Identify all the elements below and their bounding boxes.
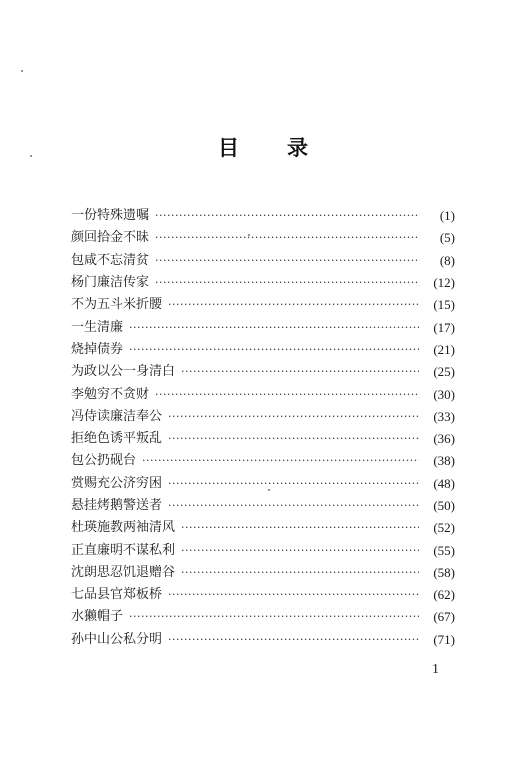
- toc-entry-title: 水獭帽子: [71, 609, 124, 625]
- toc-leader-dots: [155, 272, 419, 294]
- toc-entry-title: 拒绝色诱平叛乱: [71, 431, 163, 447]
- toc-entry-title: 正直廉明不谋私利: [71, 542, 176, 558]
- toc-entry-title: 杜瑛施教两袖清风: [71, 520, 176, 536]
- toc-entry-page: (8): [439, 252, 455, 268]
- title-char-2: 录: [287, 135, 308, 160]
- toc-entry[interactable]: [71, 629, 455, 651]
- toc-leader-dots: [142, 450, 419, 472]
- page-number: 1: [432, 662, 439, 677]
- toc-entry[interactable]: [71, 562, 455, 584]
- toc-entry-page: (1): [439, 208, 455, 224]
- toc-entry[interactable]: [71, 250, 455, 272]
- toc-leader-dots: [129, 339, 419, 361]
- toc-entry-title: 颜回拾金不昧: [71, 230, 150, 246]
- table-of-contents: [71, 205, 455, 651]
- toc-entry[interactable]: [71, 294, 455, 316]
- toc-entry[interactable]: [71, 339, 455, 361]
- page-title: [218, 132, 308, 162]
- toc-entry-page: (21): [433, 341, 455, 357]
- toc-entry-title: 赏赐充公济穷困: [71, 475, 163, 491]
- toc-entry-page: (55): [433, 542, 455, 558]
- toc-entry-title: 为政以公一身清白: [71, 364, 176, 380]
- toc-entry-page: (17): [433, 319, 455, 335]
- toc-entry-page: (36): [433, 431, 455, 447]
- toc-entry[interactable]: [71, 428, 455, 450]
- toc-entry[interactable]: [71, 517, 455, 539]
- toc-entry-page: (5): [439, 230, 455, 246]
- toc-entry-page: (62): [433, 587, 455, 603]
- toc-leader-dots: [168, 495, 419, 517]
- toc-entry-page: (33): [433, 408, 455, 424]
- toc-entry-title: 烧掉债券: [71, 341, 124, 357]
- toc-leader-dots: [168, 428, 419, 450]
- toc-entry-title: 悬挂烤鹅警送者: [71, 498, 163, 513]
- toc-entry-title: 一生清廉: [71, 319, 124, 335]
- toc-entry-page: (48): [433, 475, 455, 491]
- toc-entry[interactable]: [71, 227, 455, 249]
- toc-entry[interactable]: [71, 539, 455, 561]
- toc-entry-title: 不为五斗米折腰: [71, 297, 163, 313]
- toc-entry[interactable]: [71, 495, 455, 517]
- toc-entry[interactable]: [71, 406, 455, 428]
- toc-entry[interactable]: [71, 606, 455, 628]
- toc-leader-dots: [129, 606, 419, 628]
- toc-entry-page: (38): [433, 453, 455, 469]
- scan-speck: [30, 155, 32, 157]
- toc-leader-dots: [129, 317, 419, 339]
- toc-leader-dots: [181, 540, 419, 562]
- toc-leader-dots: [181, 361, 419, 383]
- toc-entry[interactable]: [71, 316, 455, 338]
- toc-entry[interactable]: [71, 473, 455, 495]
- toc-leader-dots: [168, 629, 419, 651]
- toc-entry-page: (30): [433, 386, 455, 402]
- scan-speck: [21, 70, 23, 72]
- toc-leader-dots: [181, 517, 419, 539]
- toc-entry-page: (15): [433, 297, 455, 313]
- title-char-1: 目: [218, 135, 239, 160]
- toc-entry[interactable]: [71, 361, 455, 383]
- toc-entry-title: 李勉穷不贪财: [71, 386, 150, 402]
- toc-leader-dots: [168, 473, 419, 495]
- toc-entry-page: (58): [433, 564, 455, 580]
- toc-leader-dots: [168, 406, 419, 428]
- toc-entry-title: 一份特殊遗嘱: [71, 208, 150, 224]
- toc-leader-dots: [181, 562, 419, 584]
- toc-entry-title: 七品县官郑板桥: [71, 587, 163, 603]
- toc-entry[interactable]: [71, 450, 455, 472]
- toc-entry-title: 沈朗思忍饥退赠谷: [71, 564, 176, 580]
- toc-entry-page: (71): [433, 631, 455, 647]
- toc-entry-page: (52): [433, 520, 455, 536]
- toc-entry-title: 包公扔砚台: [71, 453, 137, 469]
- toc-leader-dots: [155, 250, 419, 272]
- toc-entry-page: (50): [433, 498, 455, 513]
- toc-entry-title: 包咸不忘清贫: [71, 252, 150, 268]
- toc-entry[interactable]: [71, 383, 455, 405]
- toc-entry[interactable]: [71, 272, 455, 294]
- toc-entry[interactable]: [71, 584, 455, 606]
- toc-leader-dots: [168, 584, 419, 606]
- toc-leader-dots: [155, 205, 419, 227]
- toc-entry-title: 孙中山公私分明: [71, 631, 163, 647]
- toc-leader-dots: [155, 384, 419, 406]
- toc-leader-dots: [155, 227, 419, 249]
- toc-entry-page: (25): [433, 364, 455, 380]
- toc-entry-title: 冯侍读廉洁奉公: [71, 408, 163, 424]
- toc-entry[interactable]: [71, 205, 455, 227]
- toc-leader-dots: [168, 294, 419, 316]
- toc-entry-title: 杨门廉洁传家: [71, 275, 150, 291]
- toc-entry-page: (67): [433, 609, 455, 625]
- toc-entry-page: (12): [433, 275, 455, 291]
